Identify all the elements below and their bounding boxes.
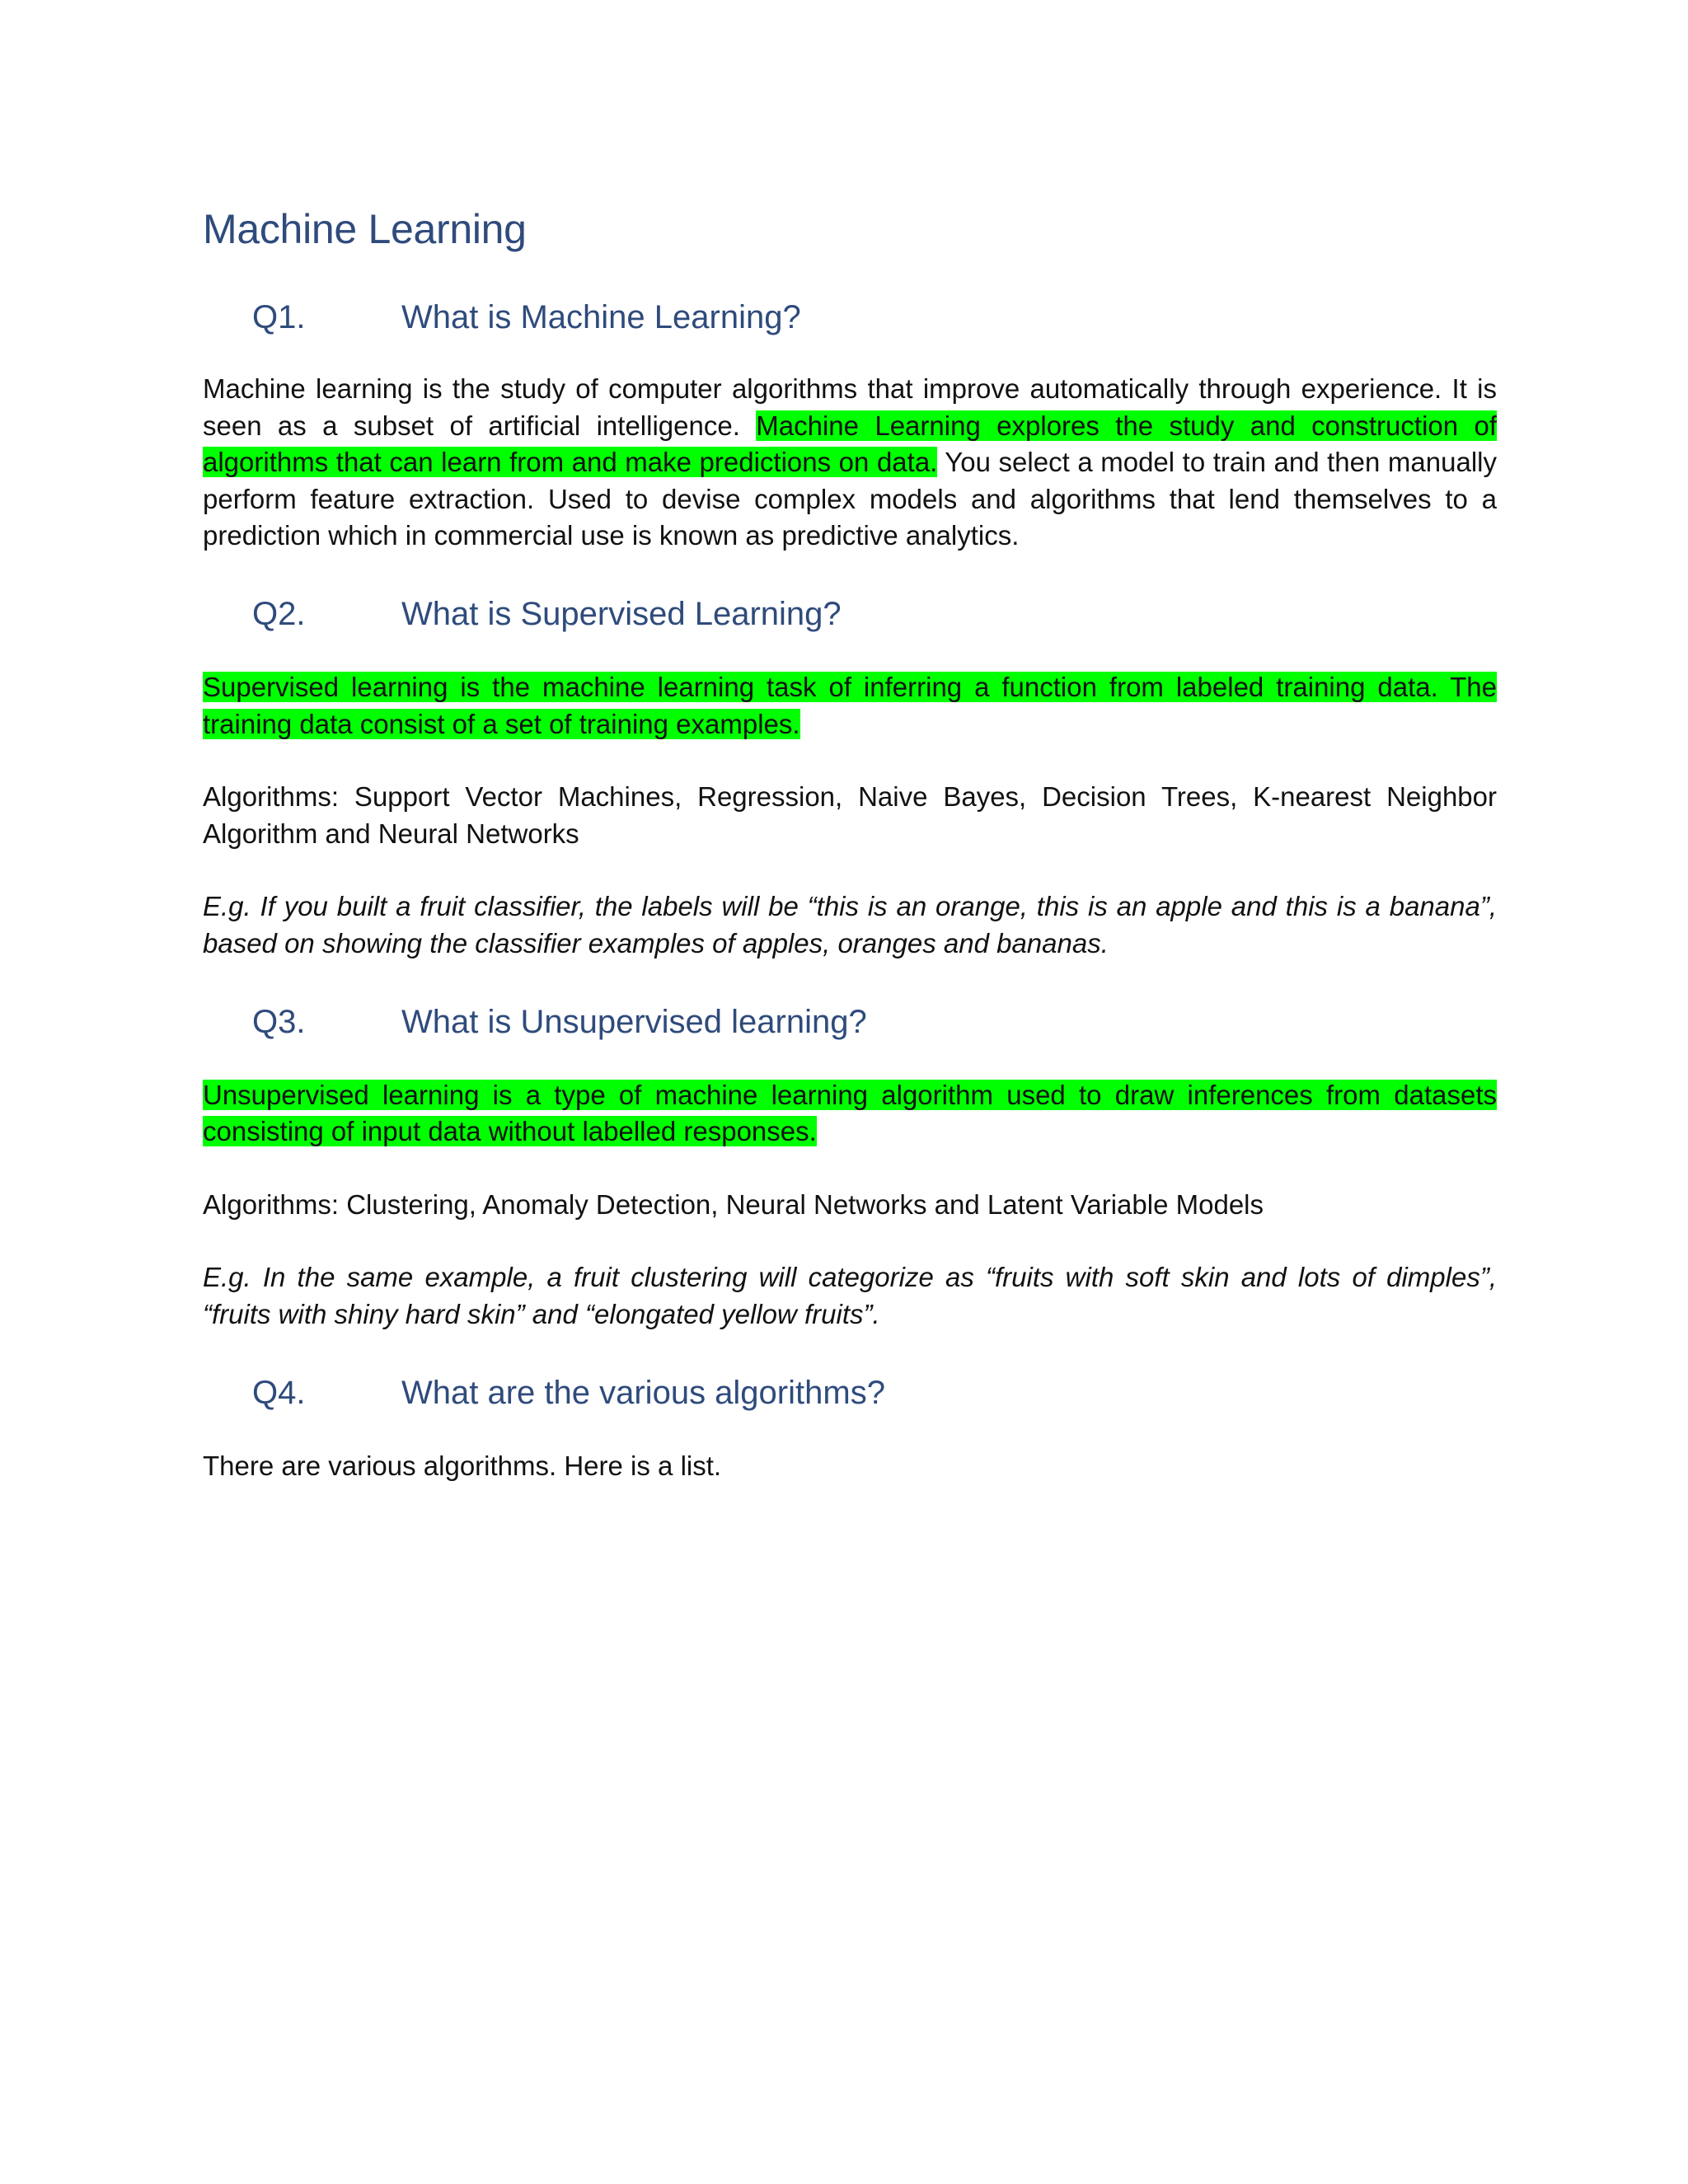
question-text: What is Machine Learning? — [401, 299, 801, 335]
question-heading-q4 — [203, 1372, 1497, 1413]
question-number: Q3. — [252, 1003, 306, 1040]
question-text: What is Unsupervised learning? — [401, 1003, 867, 1040]
answer-paragraph-q1 — [203, 371, 1497, 555]
highlighted-text: Machine Learning explores the study and construction of algorithms that can learn from and make predictions on data. — [203, 410, 1497, 478]
question-heading-q2 — [203, 593, 1497, 635]
algorithms-paragraph-q2: Algorithms: Support Vector Machines, Regression, Naive Bayes, Decision Trees, K-nearest Neighbor Algorithm and Neural Networks — [203, 781, 1497, 849]
question-heading-q3 — [203, 1001, 1497, 1043]
definition-paragraph-q3 — [203, 1077, 1497, 1151]
question-text: What is Supervised Learning? — [401, 595, 842, 632]
answer-text: Machine learning is the study of computer algorithms that improve automatically through experience. It is seen as a subset of artificial intelligence. — [203, 373, 1497, 441]
question-number: Q1. — [252, 299, 306, 335]
highlighted-text: Unsupervised learning is a type of machine learning algorithm used to draw inferences from datasets consisting of input data without labelled responses. — [203, 1079, 1497, 1147]
example-paragraph-q2: E.g. If you built a fruit classifier, the labels will be “this is an orange, this is an apple and this is a banana”, based on showing the classifier examples of apples, oranges and bananas. — [203, 891, 1497, 958]
answer-text: You select a model to train and then manually perform feature extraction. Used to devise complex models and algorithms that lend themselves to a prediction which in commercial use is known as predictive analytics. — [203, 447, 1497, 551]
example-paragraph-q3: E.g. In the same example, a fruit clustering will categorize as “fruits with soft skin and lots of dimples”, “fruits with shiny hard skin” and “elongated yellow fruits”. — [203, 1262, 1497, 1329]
question-number: Q2. — [252, 595, 306, 632]
answer-paragraph-q4: There are various algorithms. Here is a list. — [203, 1450, 722, 1481]
question-text: What are the various algorithms? — [401, 1374, 885, 1411]
algorithms-paragraph-q3: Algorithms: Clustering, Anomaly Detection, Neural Networks and Latent Variable Models — [203, 1188, 1264, 1220]
document-page — [203, 204, 1497, 1484]
highlighted-text: Supervised learning is the machine learning task of inferring a function from labeled training data. The training data consist of a set of training examples. — [203, 671, 1497, 739]
definition-paragraph-q2 — [203, 669, 1497, 743]
question-heading-q1 — [203, 297, 1497, 338]
document-title: Machine Learning — [203, 206, 527, 252]
question-number: Q4. — [252, 1374, 306, 1411]
